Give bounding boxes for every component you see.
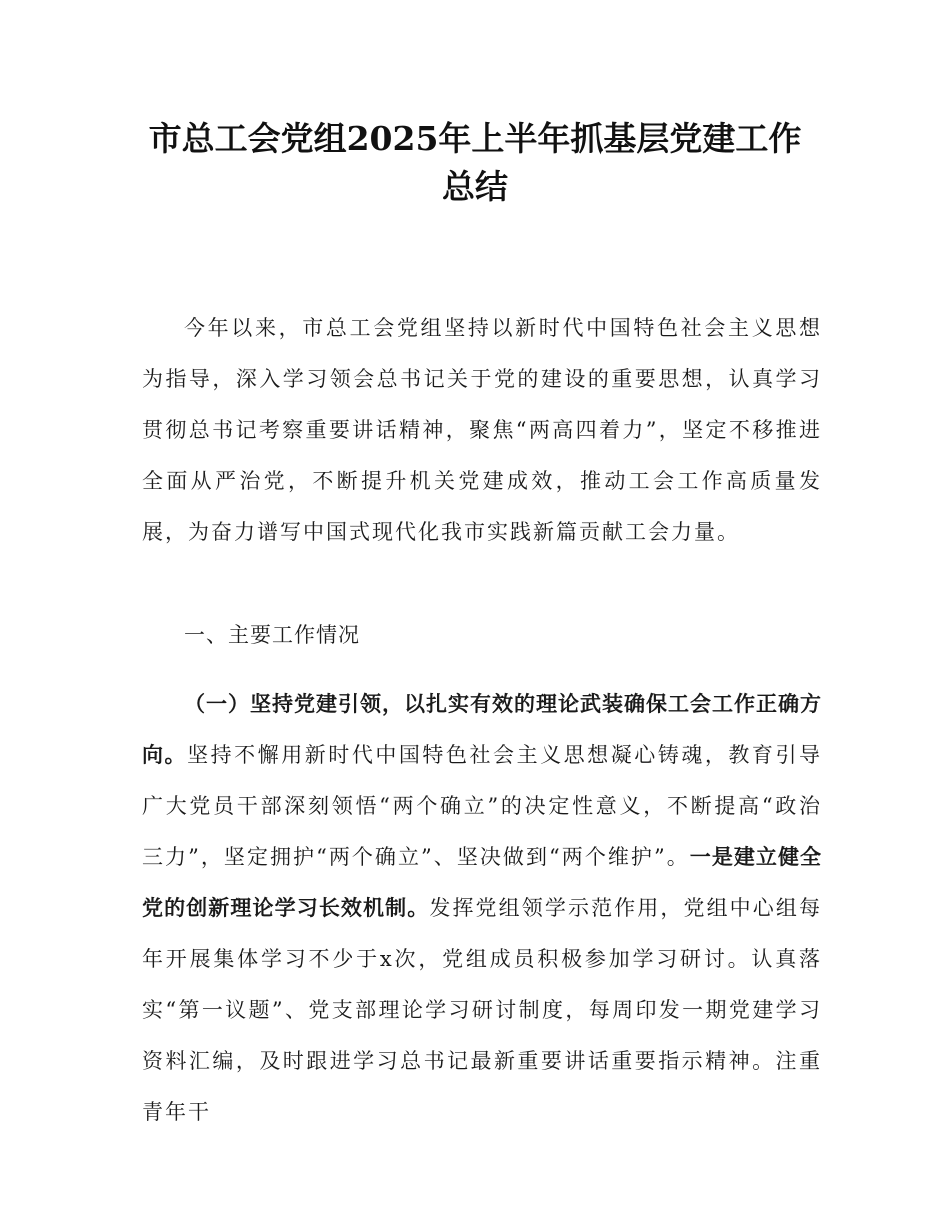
document-title-line-1: 市总工会党组2025年上半年抓基层党建工作 — [148, 119, 802, 158]
section-heading-text: 一、主要工作情况 — [184, 623, 360, 647]
subsection-text-b: 发挥党组领学示范作用，党组中心组每年开展集体学习不少于x次，党组成员积极参加学习研讨。认真落实“第一议题”、党支部理论学习研讨制度，每周印发一期党建学习资料汇编，及时跟进学习总书记最新重要讲话重要指示精神。注重青年干 — [142, 896, 822, 1124]
document-title-line-2: 总结 — [442, 167, 508, 206]
subsection-text-a: 坚持不懈用新时代中国特色社会主义思想凝心铸魂，教育引导广大党员干部深刻领悟“两个确立”的决定性意义，不断提高“政治三力”，坚定拥护“两个确立”、坚决做到“两个维护”。 — [142, 743, 823, 869]
section-heading — [142, 610, 822, 661]
subsection-paragraph — [142, 679, 822, 1138]
intro-paragraph: 今年以来，市总工会党组坚持以新时代中国特色社会主义思想为指导，深入学习领会总书记关于党的建设的重要思想，认真学习贯彻总书记考察重要讲话精神，聚焦“两高四着力”，坚定不移推进全面从严治党，不断提升机关党建成效，推动工会工作高质量发展，为奋力谱写中国式现代化我市实践新篇贡献工会力量。 — [142, 316, 822, 544]
point-one-heading: 一是建立健全党的创新理论学习长效机制。 — [142, 845, 822, 920]
subsection-heading: （一）坚持党建引领，以扎实有效的理论武装确保工会工作正确方向。 — [142, 692, 822, 767]
